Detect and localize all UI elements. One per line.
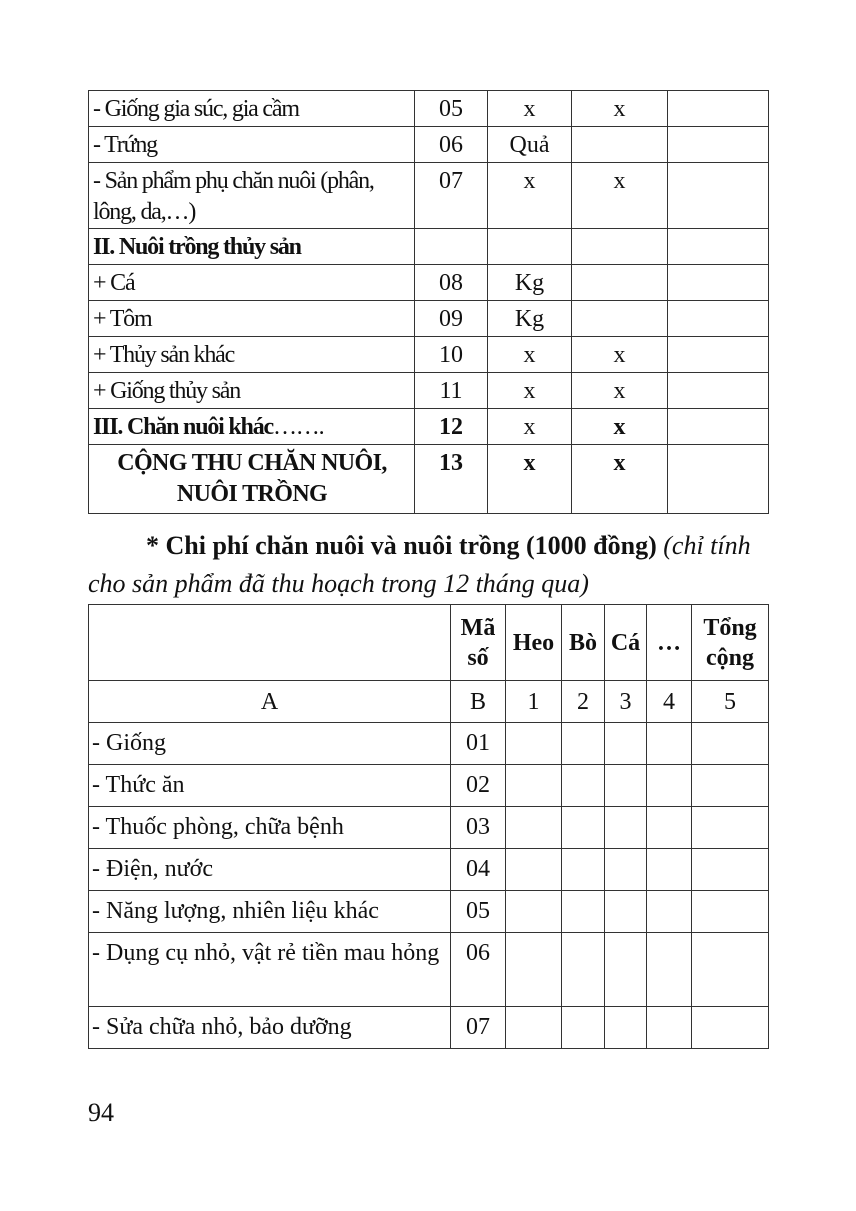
row-unit bbox=[488, 229, 572, 265]
row-cell bbox=[692, 933, 769, 1007]
row-label: - Sản phẩm phụ chăn nuôi (phân, lông, da,…) bbox=[89, 163, 415, 229]
row-label: - Điện, nước bbox=[89, 849, 451, 891]
row-cell bbox=[572, 265, 668, 301]
section-heading bbox=[89, 409, 415, 445]
table-row bbox=[89, 163, 769, 229]
row-code bbox=[415, 229, 488, 265]
row-cell bbox=[605, 933, 647, 1007]
index-cell: B bbox=[451, 681, 506, 723]
row-code: 12 bbox=[415, 409, 488, 445]
index-cell: 2 bbox=[562, 681, 605, 723]
row-label: - Giống bbox=[89, 723, 451, 765]
row-cell bbox=[506, 765, 562, 807]
total-row bbox=[89, 445, 769, 514]
row-cell bbox=[668, 91, 769, 127]
row-label: - Thuốc phòng, chữa bệnh bbox=[89, 807, 451, 849]
row-cell: x bbox=[572, 163, 668, 229]
row-cell bbox=[692, 807, 769, 849]
row-label: + Giống thủy sản bbox=[89, 373, 415, 409]
table-row bbox=[89, 409, 769, 445]
section-caption bbox=[88, 527, 768, 603]
row-cell bbox=[668, 373, 769, 409]
row-cell bbox=[605, 891, 647, 933]
row-code: 03 bbox=[451, 807, 506, 849]
row-unit: x bbox=[488, 409, 572, 445]
header-code: Mã số bbox=[451, 605, 506, 681]
row-cell bbox=[692, 891, 769, 933]
row-cell bbox=[668, 265, 769, 301]
table-row bbox=[89, 933, 769, 1007]
row-code: 05 bbox=[451, 891, 506, 933]
row-unit: x bbox=[488, 91, 572, 127]
row-label: - Thức ăn bbox=[89, 765, 451, 807]
header-col-1: Heo bbox=[506, 605, 562, 681]
row-label: + Thủy sản khác bbox=[89, 337, 415, 373]
row-cell bbox=[668, 445, 769, 514]
row-code: 11 bbox=[415, 373, 488, 409]
row-code: 07 bbox=[451, 1007, 506, 1049]
row-cell bbox=[506, 891, 562, 933]
row-cell bbox=[692, 1007, 769, 1049]
index-cell: 3 bbox=[605, 681, 647, 723]
header-col-5: Tổng cộng bbox=[692, 605, 769, 681]
row-cell: x bbox=[572, 91, 668, 127]
table-row bbox=[89, 723, 769, 765]
row-cell bbox=[692, 723, 769, 765]
row-cell bbox=[562, 807, 605, 849]
row-cell bbox=[506, 933, 562, 1007]
table-row bbox=[89, 373, 769, 409]
row-cell bbox=[668, 163, 769, 229]
row-cell bbox=[605, 849, 647, 891]
row-code: 13 bbox=[415, 445, 488, 514]
row-cell bbox=[647, 933, 692, 1007]
row-cell bbox=[562, 765, 605, 807]
row-cell bbox=[647, 807, 692, 849]
row-unit: x bbox=[488, 337, 572, 373]
row-cell bbox=[647, 765, 692, 807]
row-cell bbox=[572, 229, 668, 265]
row-cell bbox=[562, 723, 605, 765]
row-cell: x bbox=[572, 337, 668, 373]
row-cell bbox=[562, 849, 605, 891]
row-cell bbox=[668, 409, 769, 445]
section-heading-ellipsis: ……. bbox=[272, 414, 324, 440]
row-cell bbox=[692, 765, 769, 807]
row-label: - Dụng cụ nhỏ, vật rẻ tiền mau hỏng bbox=[89, 933, 451, 1007]
row-label: - Giống gia súc, gia cầm bbox=[89, 91, 415, 127]
row-code: 07 bbox=[415, 163, 488, 229]
header-row bbox=[89, 605, 769, 681]
row-cell bbox=[605, 765, 647, 807]
table-row bbox=[89, 337, 769, 373]
row-cell: x bbox=[572, 373, 668, 409]
total-label: CỘNG THU CHĂN NUÔI, NUÔI TRỒNG bbox=[89, 445, 415, 514]
page-number: 94 bbox=[88, 1098, 114, 1127]
row-code: 05 bbox=[415, 91, 488, 127]
row-cell bbox=[572, 301, 668, 337]
table-row bbox=[89, 301, 769, 337]
table-row bbox=[89, 1007, 769, 1049]
row-cell bbox=[647, 891, 692, 933]
table-row bbox=[89, 807, 769, 849]
section-heading: II. Nuôi trồng thủy sản bbox=[89, 229, 415, 265]
caption-title: * Chi phí chăn nuôi và nuôi trồng (1000 đồng) bbox=[146, 531, 657, 560]
table-row bbox=[89, 127, 769, 163]
row-cell bbox=[668, 229, 769, 265]
row-cell: x bbox=[572, 445, 668, 514]
table-row bbox=[89, 765, 769, 807]
livestock-revenue-table bbox=[88, 90, 769, 514]
row-cell: x bbox=[572, 409, 668, 445]
row-cell bbox=[692, 849, 769, 891]
index-row bbox=[89, 681, 769, 723]
row-unit: Quả bbox=[488, 127, 572, 163]
index-cell: 4 bbox=[647, 681, 692, 723]
row-cell bbox=[605, 723, 647, 765]
table-row bbox=[89, 265, 769, 301]
cost-table bbox=[88, 604, 769, 1049]
row-unit: x bbox=[488, 445, 572, 514]
header-col-4: … bbox=[647, 605, 692, 681]
row-unit: x bbox=[488, 373, 572, 409]
row-cell bbox=[572, 127, 668, 163]
row-cell bbox=[562, 891, 605, 933]
row-cell bbox=[506, 723, 562, 765]
row-code: 06 bbox=[415, 127, 488, 163]
row-code: 10 bbox=[415, 337, 488, 373]
row-code: 09 bbox=[415, 301, 488, 337]
table-row bbox=[89, 91, 769, 127]
row-cell bbox=[562, 1007, 605, 1049]
table-row bbox=[89, 229, 769, 265]
row-cell bbox=[647, 1007, 692, 1049]
index-cell: 1 bbox=[506, 681, 562, 723]
row-label: - Sửa chữa nhỏ, bảo dưỡng bbox=[89, 1007, 451, 1049]
row-cell bbox=[605, 1007, 647, 1049]
header-label bbox=[89, 605, 451, 681]
row-cell bbox=[647, 849, 692, 891]
row-cell bbox=[647, 723, 692, 765]
section-heading-text: III. Chăn nuôi khác bbox=[93, 414, 273, 440]
row-unit: x bbox=[488, 163, 572, 229]
row-code: 02 bbox=[451, 765, 506, 807]
row-unit: Kg bbox=[488, 265, 572, 301]
row-code: 08 bbox=[415, 265, 488, 301]
index-cell: A bbox=[89, 681, 451, 723]
header-col-3: Cá bbox=[605, 605, 647, 681]
row-cell bbox=[668, 127, 769, 163]
row-cell bbox=[506, 1007, 562, 1049]
row-code: 04 bbox=[451, 849, 506, 891]
caption-note: (chỉ tính cho sản phẩm đã thu hoạch trong 12 tháng qua) bbox=[88, 531, 751, 598]
row-cell bbox=[668, 301, 769, 337]
row-unit: Kg bbox=[488, 301, 572, 337]
row-label: + Tôm bbox=[89, 301, 415, 337]
row-cell bbox=[668, 337, 769, 373]
row-cell bbox=[605, 807, 647, 849]
index-cell: 5 bbox=[692, 681, 769, 723]
row-code: 06 bbox=[451, 933, 506, 1007]
table-row bbox=[89, 849, 769, 891]
row-cell bbox=[506, 807, 562, 849]
row-label: + Cá bbox=[89, 265, 415, 301]
row-label: - Trứng bbox=[89, 127, 415, 163]
table-row bbox=[89, 891, 769, 933]
header-col-2: Bò bbox=[562, 605, 605, 681]
row-label: - Năng lượng, nhiên liệu khác bbox=[89, 891, 451, 933]
row-cell bbox=[562, 933, 605, 1007]
row-code: 01 bbox=[451, 723, 506, 765]
row-cell bbox=[506, 849, 562, 891]
